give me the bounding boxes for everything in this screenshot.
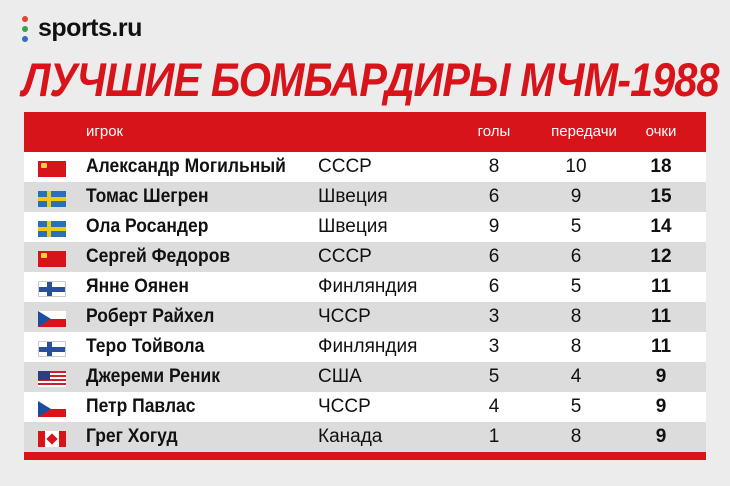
- player-points: 18: [650, 156, 672, 177]
- player-assists: 8: [570, 426, 582, 447]
- player-name: Ола Росандер: [86, 216, 209, 237]
- player-country: Финляндия: [318, 276, 418, 297]
- table-header: [24, 112, 706, 152]
- player-points: 9: [655, 396, 667, 417]
- player-goals: 9: [488, 216, 500, 237]
- player-goals: 6: [488, 276, 500, 297]
- player-goals: 3: [488, 306, 500, 327]
- player-country: Канада: [318, 426, 383, 447]
- table-row: [24, 332, 706, 362]
- header-player: игрок: [86, 123, 124, 140]
- player-country: ЧССР: [318, 396, 371, 417]
- logo-dot: [22, 36, 28, 42]
- player-points: 15: [650, 186, 672, 207]
- table-row: [24, 182, 706, 212]
- table-body: [24, 152, 706, 452]
- player-assists: 8: [570, 306, 582, 327]
- sports-ru-logo: [22, 14, 142, 43]
- player-country: СССР: [318, 156, 372, 177]
- player-points: 14: [650, 216, 672, 237]
- table-row: [24, 422, 706, 452]
- player-assists: 5: [570, 216, 582, 237]
- player-name: Сергей Федоров: [86, 246, 231, 267]
- flag-czechoslovakia-icon: [38, 311, 66, 327]
- player-assists: 5: [570, 396, 582, 417]
- player-country: США: [318, 366, 362, 387]
- flag-canada-icon: [38, 431, 66, 447]
- page-title: ЛУЧШИЕ БОМБАРДИРЫ МЧМ-1988: [22, 53, 719, 106]
- player-name: Янне Оянен: [86, 276, 189, 297]
- player-goals: 3: [488, 336, 500, 357]
- table-row: [24, 242, 706, 272]
- flag-finland-icon: [38, 341, 66, 357]
- flag-finland-icon: [38, 281, 66, 297]
- player-name: Томас Шегрен: [86, 186, 209, 207]
- player-assists: 10: [565, 156, 587, 177]
- header-goals: голы: [477, 123, 511, 140]
- player-goals: 6: [488, 246, 500, 267]
- player-assists: 6: [570, 246, 582, 267]
- logo-dot: [22, 16, 28, 22]
- table-row: [24, 272, 706, 302]
- player-goals: 6: [488, 186, 500, 207]
- flag-czechoslovakia-icon: [38, 401, 66, 417]
- table-row: [24, 392, 706, 422]
- player-assists: 4: [570, 366, 582, 387]
- player-assists: 9: [570, 186, 582, 207]
- player-assists: 5: [570, 276, 582, 297]
- player-name: Теро Тойвола: [86, 336, 205, 357]
- player-goals: 8: [488, 156, 500, 177]
- player-goals: 5: [488, 366, 500, 387]
- logo-text: sports.ru: [38, 14, 142, 42]
- table-row: [24, 152, 706, 182]
- player-name: Грег Хогуд: [86, 426, 178, 447]
- player-name: Петр Павлас: [86, 396, 196, 417]
- table-row: [24, 362, 706, 392]
- player-country: СССР: [318, 246, 372, 267]
- player-points: 11: [650, 336, 672, 357]
- player-country: Швеция: [318, 216, 388, 237]
- table-row: [24, 212, 706, 242]
- player-points: 9: [655, 426, 667, 447]
- player-assists: 8: [570, 336, 582, 357]
- player-name: Джереми Реник: [86, 366, 221, 387]
- player-goals: 4: [488, 396, 500, 417]
- player-name: Александр Могильный: [86, 156, 286, 177]
- flag-ussr-icon: [38, 251, 66, 267]
- table-bottom-bar: [24, 452, 706, 460]
- flag-usa-icon: [38, 371, 66, 387]
- flag-ussr-icon: [38, 161, 66, 177]
- player-goals: 1: [488, 426, 500, 447]
- player-country: Швеция: [318, 186, 388, 207]
- player-country: Финляндия: [318, 336, 418, 357]
- scorers-table: [24, 112, 706, 460]
- player-name: Роберт Райхел: [86, 306, 215, 327]
- table-row: [24, 302, 706, 332]
- player-points: 11: [650, 306, 672, 327]
- logo-dot: [22, 26, 28, 32]
- header-points: очки: [645, 123, 677, 140]
- flag-sweden-icon: [38, 221, 66, 237]
- player-points: 9: [655, 366, 667, 387]
- flag-sweden-icon: [38, 191, 66, 207]
- player-country: ЧССР: [318, 306, 371, 327]
- player-points: 11: [650, 276, 672, 297]
- logo-dots-icon: [22, 16, 32, 42]
- player-points: 12: [650, 246, 672, 267]
- header-assists: передачи: [551, 123, 617, 140]
